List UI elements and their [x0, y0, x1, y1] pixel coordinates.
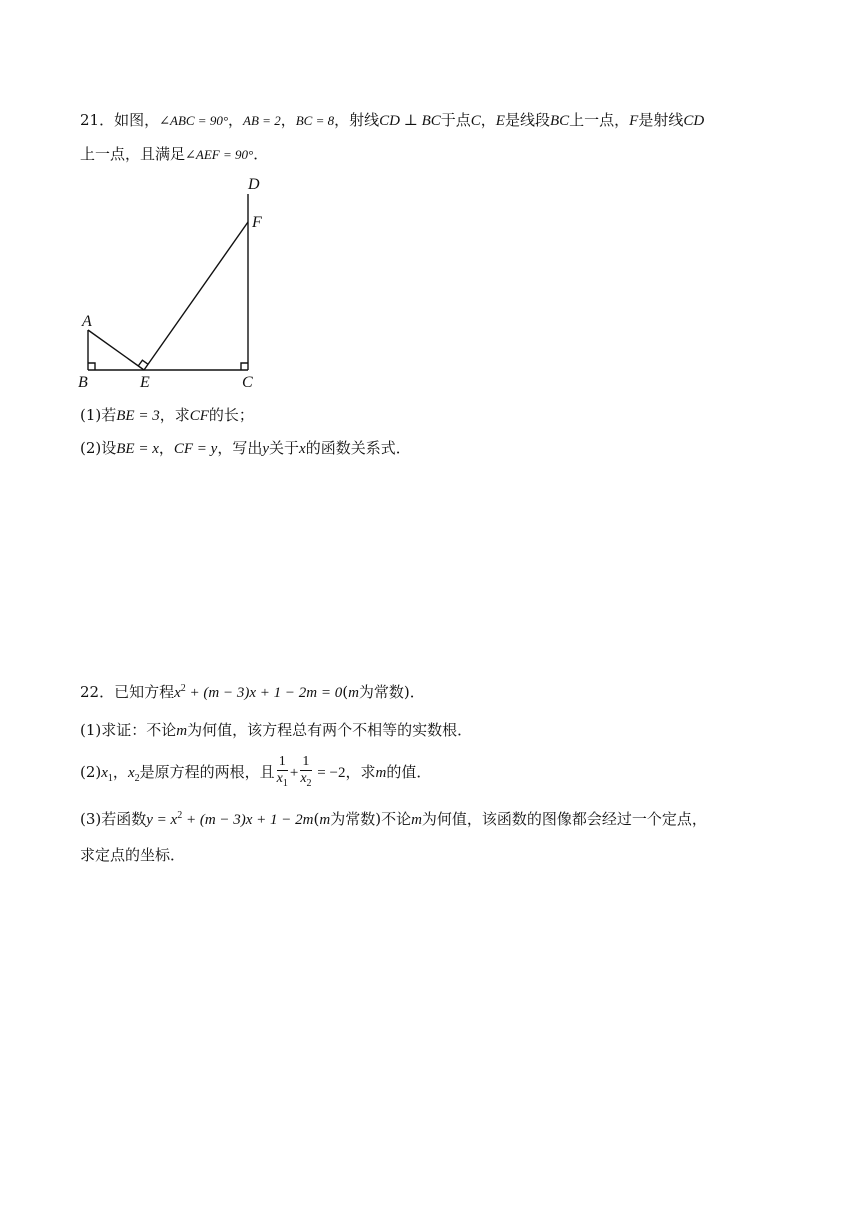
q21-part2: (2)设BE = x，CF = y，写出y关于x的函数关系式．: [80, 439, 411, 457]
q22-part3-line1: (3)若函数$y = x^2 + (m - 3)x + 1 - 2m(m$为常数)不论m为何值，该函数的图像都会经过一个定点，: [80, 810, 707, 828]
q22-part2: $(2)x_1$，$x_2$是原方程的两根，且 $\frac{1}{x_1}$ + $\frac{1}{x_2}$ = −2，求m的值．: [80, 752, 431, 799]
fraction-1-over-x1: $\frac{1}{x_1}$: [276, 754, 288, 789]
right-angle-b: [88, 363, 95, 370]
q22-part3-line2: 求定点的坐标．: [80, 846, 186, 864]
label-b: B: [78, 374, 88, 391]
q21-line1: 21．如图，∠ABC = 90°，AB = 2，BC = 8，射线CD ⊥ BC于点C，E是线段BC上一点，F是射线CD: [80, 111, 705, 129]
label-d: D: [248, 176, 260, 193]
q21-part1: (1)若BE = 3，求CF的长；: [80, 406, 254, 424]
right-angle-c: [241, 363, 248, 370]
q22-line1: 22．已知方程$x^2 + (m - 3)x + 1 - 2m = 0(m$为常数)．: [80, 683, 425, 701]
segment-ef: [144, 222, 248, 370]
angle-aef: ∠AEF = 90°: [185, 147, 254, 162]
fraction-1-over-x2: $\frac{1}{x_2}$: [300, 754, 312, 789]
label-c: C: [242, 374, 253, 391]
label-a: A: [82, 313, 92, 330]
geometry-figure: [76, 172, 276, 392]
q22-number: 22．: [80, 683, 115, 701]
q21-number: 21．: [80, 111, 115, 129]
segment-ae: [88, 330, 144, 370]
q22-part1: (1)求证：不论m为何值，该方程总有两个不相等的实数根．: [80, 721, 473, 739]
q21-line2: 上一点，且满足∠AEF = 90°．: [80, 145, 269, 163]
label-e: E: [140, 374, 150, 391]
angle-abc: ∠ABC = 90°: [159, 113, 229, 128]
label-f: F: [252, 214, 262, 231]
